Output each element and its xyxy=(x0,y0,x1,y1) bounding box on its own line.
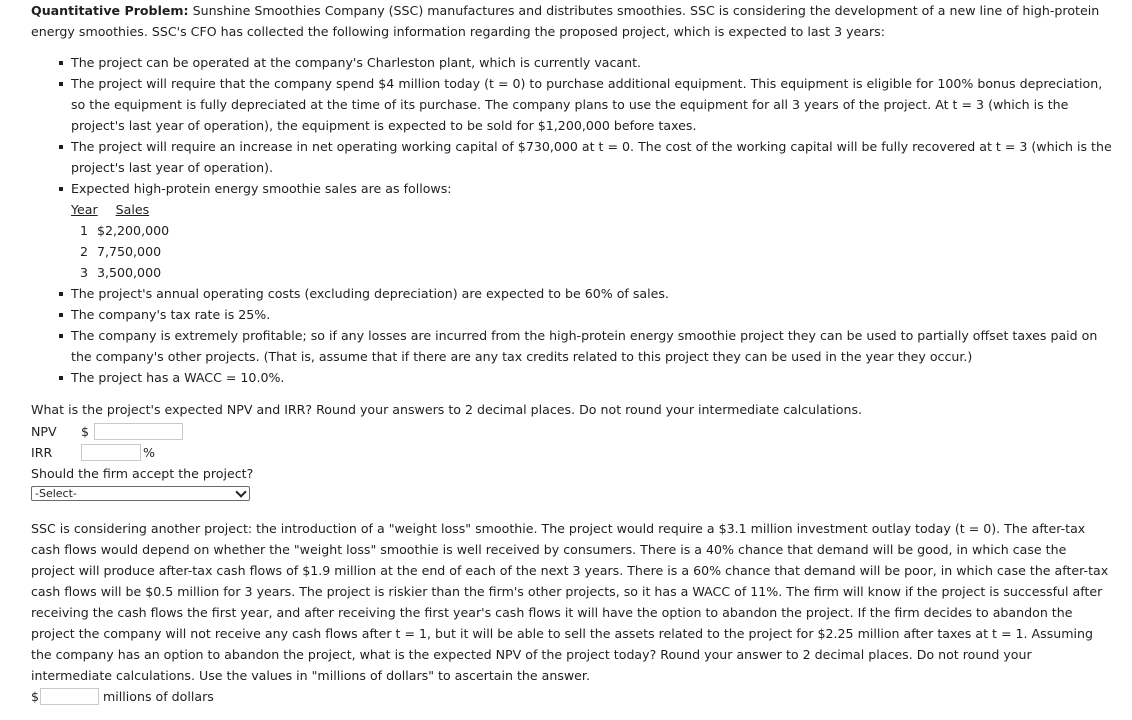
bullet-plant: The project can be operated at the company's Charleston plant, which is currently vacant. xyxy=(31,52,1112,73)
assumptions-list xyxy=(31,52,1112,388)
sales-table-header xyxy=(71,199,1112,220)
sales-col-year: Year xyxy=(71,202,98,217)
sales-value: $2,200,000 xyxy=(97,223,170,238)
sales-year: 3 xyxy=(79,265,88,280)
npv-dollar-sign: $ xyxy=(81,424,90,439)
sales-table xyxy=(71,199,1112,283)
bullet-sales-text: Expected high-protein energy smoothie sales are as follows: xyxy=(71,181,452,196)
bullet-sales xyxy=(31,178,1112,283)
table-row xyxy=(71,220,1112,241)
irr-label: IRR xyxy=(31,445,53,460)
accept-select-value: -Select- xyxy=(35,487,77,500)
answer2-row xyxy=(31,686,1112,707)
sales-col-sales: Sales xyxy=(115,202,150,217)
bullet-wacc: The project has a WACC = 10.0%. xyxy=(31,367,1112,388)
intro-text: Sunshine Smoothies Company (SSC) manufactures and distributes smoothies. SSC is considering the development of a new line of high-protein energy smoothies. SSC's CFO has collected the following information regarding the proposed project, which is expected to last 3 years: xyxy=(31,3,1100,39)
table-row xyxy=(71,262,1112,283)
bullet-equipment: The project will require that the company spend $4 million today (t = 0) to purchase additional equipment. This equipment is eligible for 100% bonus depreciation, so the equipment is fully depreciated at the time of its purchase. The company plans to use the equipment for all 3 years of the project. At t = 3 (which is the project's last year of operation), the equipment is expected to be sold for $1,200,000 before taxes. xyxy=(31,73,1112,136)
sales-year: 2 xyxy=(79,244,88,259)
bullet-profitable: The company is extremely profitable; so if any losses are incurred from the high-protein energy smoothie project they can be used to partially offset taxes paid on the company's other projects. (That is, assume that if there are any tax credits related to this project they can be used in the year they occur.) xyxy=(31,325,1112,367)
sales-value: 3,500,000 xyxy=(97,265,162,280)
question-abandonment: SSC is considering another project: the introduction of a "weight loss" smoothie. The project would require a $3.1 million investment outlay today (t = 0). The after-tax cash flows would depend on whether the "weight loss" smoothie is well received by consumers. There is a 40% chance that demand will be good, in which case the project will produce after-tax cash flows of $1.9 million at the end of each of the next 3 years. There is a 60% chance that demand will be poor, in which case the after-tax cash flows will be $0.5 million for 3 years. The project is riskier than the firm's other projects, so it has a WACC of 11%. The firm will know if the project is successful after receiving the cash flows the first year, and after receiving the first year's cash flows it will have the option to abandon the project. If the firm decides to abandon the project the company will not receive any cash flows after t = 1, but it will be able to sell the assets related to the project for $2.25 million after taxes at t = 1. Assuming the company has an option to abandon the project, what is the expected NPV of the project today? Round your answer to 2 decimal places. Do not round your intermediate calculations. Use the values in "millions of dollars" to ascertain the answer. xyxy=(31,521,1109,683)
npv-label: NPV xyxy=(31,424,57,439)
npv-row xyxy=(31,421,1112,442)
sales-value: 7,750,000 xyxy=(97,244,162,259)
accept-question: Should the firm accept the project? xyxy=(31,466,254,481)
table-row xyxy=(71,241,1112,262)
answer2-dollar-sign: $ xyxy=(31,689,40,704)
accept-select[interactable] xyxy=(31,486,250,501)
sales-year: 1 xyxy=(79,223,88,238)
bullet-tax-rate: The company's tax rate is 25%. xyxy=(31,304,1112,325)
intro-paragraph xyxy=(31,0,1112,42)
chevron-down-icon xyxy=(235,486,246,497)
bullet-operating-costs: The project's annual operating costs (excluding depreciation) are expected to be 60% of sales. xyxy=(31,283,1112,304)
expected-npv-input[interactable] xyxy=(40,688,99,705)
irr-percent-sign: % xyxy=(143,445,155,460)
irr-input[interactable] xyxy=(81,444,141,461)
intro-label: Quantitative Problem: xyxy=(31,3,189,18)
question-npv-irr: What is the project's expected NPV and IRR? Round your answers to 2 decimal places. Do not round your intermediate calculations. xyxy=(31,402,863,417)
npv-input[interactable] xyxy=(94,423,183,440)
answer2-units: millions of dollars xyxy=(103,689,214,704)
irr-row xyxy=(31,442,1112,463)
bullet-working-capital: The project will require an increase in net operating working capital of $730,000 at t = 0. The cost of the working capital will be fully recovered at t = 3 (which is the project's last year of operation). xyxy=(31,136,1112,178)
